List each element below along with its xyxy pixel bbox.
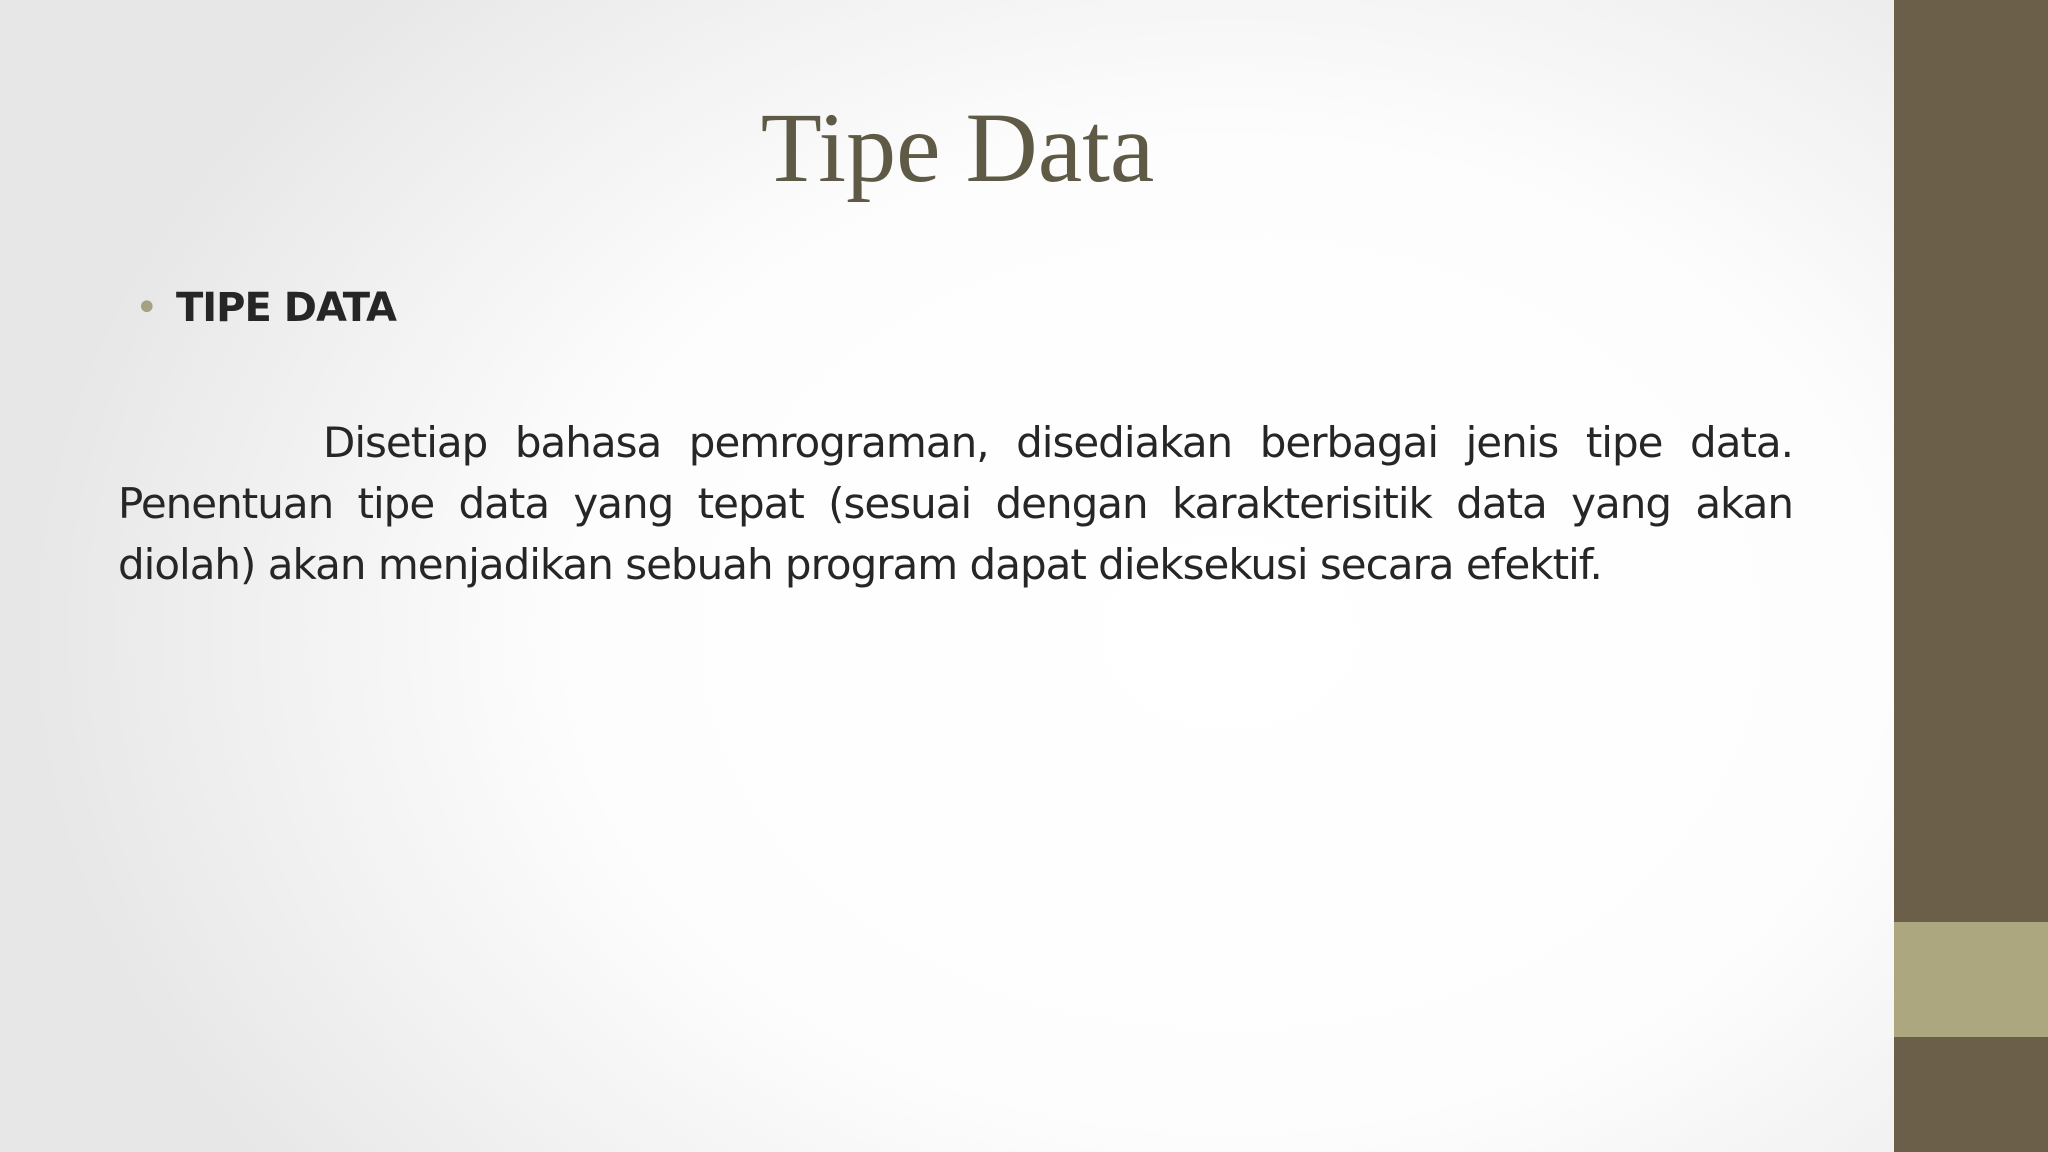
decorative-side-bar-accent (1894, 922, 2048, 1037)
body-paragraph: Disetiap bahasa pemrograman, disediakan berbagai jenis tipe data. Penentuan tipe data yang tepat (sesuai dengan karakterisitik data yang akan diolah) akan menjadikan sebuah program dapat dieksekusi secara efektif. (118, 418, 1793, 589)
bullet-item (135, 278, 396, 338)
slide-title: Tipe Data (760, 92, 1155, 203)
bullet-heading: TIPE DATA (176, 285, 396, 331)
bullet-dot-icon: • (135, 285, 159, 331)
